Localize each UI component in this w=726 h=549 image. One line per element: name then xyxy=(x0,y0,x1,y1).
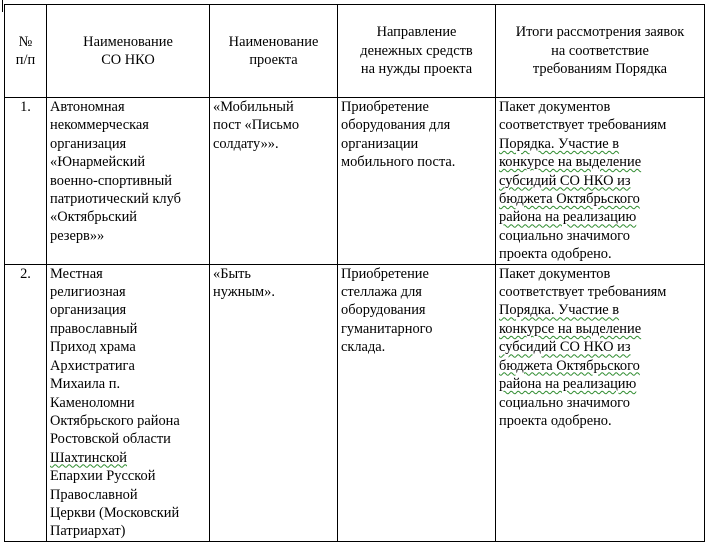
cell-line: Октябрьского района xyxy=(50,412,180,429)
cell-line: Патриархат) xyxy=(50,523,126,540)
cell-line: православный xyxy=(50,320,138,337)
cell-line: Михаила п. xyxy=(50,376,121,393)
applications-table xyxy=(4,4,705,542)
header-line: на соответствие xyxy=(551,42,649,59)
header-line: Итоги рассмотрения заявок xyxy=(515,24,685,41)
header-line: № xyxy=(18,33,33,50)
cell-line: оборудования для xyxy=(341,117,451,134)
cell-line-flagged: Порядка. Участие в xyxy=(499,302,620,319)
cell-line: организация xyxy=(50,135,127,152)
cell-line-flagged: бюджета Октябрьского xyxy=(499,191,640,208)
cell-line: «Юнармейский xyxy=(50,154,146,171)
cell-line-flagged: субсидий СО НКО из xyxy=(499,339,631,356)
header-project xyxy=(210,5,338,98)
cell-line: религиозная xyxy=(50,284,126,301)
header-direction xyxy=(338,5,496,98)
cell-line: Православной xyxy=(50,486,138,503)
header-line: п/п xyxy=(15,52,36,68)
cell-line-flagged: Порядка. Участие в xyxy=(499,135,620,152)
cell-line-flagged: конкурсе на выделение xyxy=(499,154,642,171)
header-line: Направление xyxy=(376,24,457,41)
cell-line: Епархии Русской xyxy=(50,468,156,485)
cell-line: Каменоломни xyxy=(50,394,135,411)
cell-line: Приход храма xyxy=(50,339,136,356)
cell-line: солдату»». xyxy=(213,135,279,152)
cell-line: склада. xyxy=(341,339,386,356)
cell-line: оборудования xyxy=(341,302,426,319)
cell-line: соответствует требованиям xyxy=(499,284,667,301)
cell-line: соответствует требованиям xyxy=(499,117,667,134)
row-number: 1. xyxy=(5,98,47,265)
cell-line: организации xyxy=(341,135,419,152)
cell-line: Ростовской области xyxy=(50,431,171,448)
header-result xyxy=(496,5,705,98)
header-line: денежных средств xyxy=(360,42,473,59)
result-cell xyxy=(496,264,705,541)
cell-line: военно-спортивный xyxy=(50,172,172,189)
cell-line: социально значимого xyxy=(499,227,630,244)
row-number: 2. xyxy=(5,264,47,541)
cell-line-flagged: конкурсе на выделение xyxy=(499,320,642,337)
project-cell xyxy=(210,98,338,265)
cell-line: Церкви (Московский xyxy=(50,504,180,521)
cell-line: Приобретение xyxy=(341,99,429,115)
cell-line: Архистратига xyxy=(50,357,135,374)
cell-line: резерв»» xyxy=(50,227,105,244)
cell-line: пост «Письмо xyxy=(213,117,300,134)
cell-line: Автономная xyxy=(50,99,125,115)
table-row xyxy=(5,98,705,265)
cell-line: гуманитарного xyxy=(341,320,433,337)
cell-line-flagged: Шахтинской xyxy=(50,449,127,466)
cell-line: «Мобильный xyxy=(213,99,294,115)
direction-cell xyxy=(338,264,496,541)
header-line: проекта xyxy=(249,52,298,68)
organization-cell xyxy=(47,98,210,265)
header-line: требованиям Порядка xyxy=(532,61,668,78)
header-number xyxy=(5,5,47,98)
cell-line: «Октябрьский xyxy=(50,209,137,226)
header-line: Наименование xyxy=(83,33,173,50)
direction-cell xyxy=(338,98,496,265)
result-cell xyxy=(496,98,705,265)
cell-line: Пакет документов xyxy=(499,265,611,282)
header-line: на нужды проекта xyxy=(360,61,473,78)
cell-line: «Быть xyxy=(213,265,251,282)
organization-cell xyxy=(47,264,210,541)
header-line: Наименование xyxy=(228,33,319,50)
cell-line: нужным». xyxy=(213,284,275,301)
cell-line: Пакет документов xyxy=(499,99,611,115)
cell-line-flagged: субсидий СО НКО из xyxy=(499,172,631,189)
cell-line: Местная xyxy=(50,265,103,282)
cell-line: стеллажа для xyxy=(341,284,422,301)
table-row xyxy=(5,264,705,541)
cell-line: социально значимого xyxy=(499,394,630,411)
cell-line-flagged: района на реализацию xyxy=(499,376,637,393)
header-organization xyxy=(47,5,210,98)
cell-line: организация xyxy=(50,302,127,319)
cell-line: патриотический клуб xyxy=(50,191,181,208)
cell-line: проекта одобрено. xyxy=(499,412,612,429)
cell-line: некоммерческая xyxy=(50,117,149,134)
cell-line-flagged: бюджета Октябрьского xyxy=(499,357,640,374)
cell-line: мобильного поста. xyxy=(341,154,456,171)
table-header-row xyxy=(5,5,705,98)
project-cell xyxy=(210,264,338,541)
text-cursor xyxy=(2,0,3,12)
header-line: СО НКО xyxy=(101,52,155,68)
cell-line: Приобретение xyxy=(341,265,429,282)
cell-line: проекта одобрено. xyxy=(499,246,612,263)
cell-line-flagged: района на реализацию xyxy=(499,209,637,226)
